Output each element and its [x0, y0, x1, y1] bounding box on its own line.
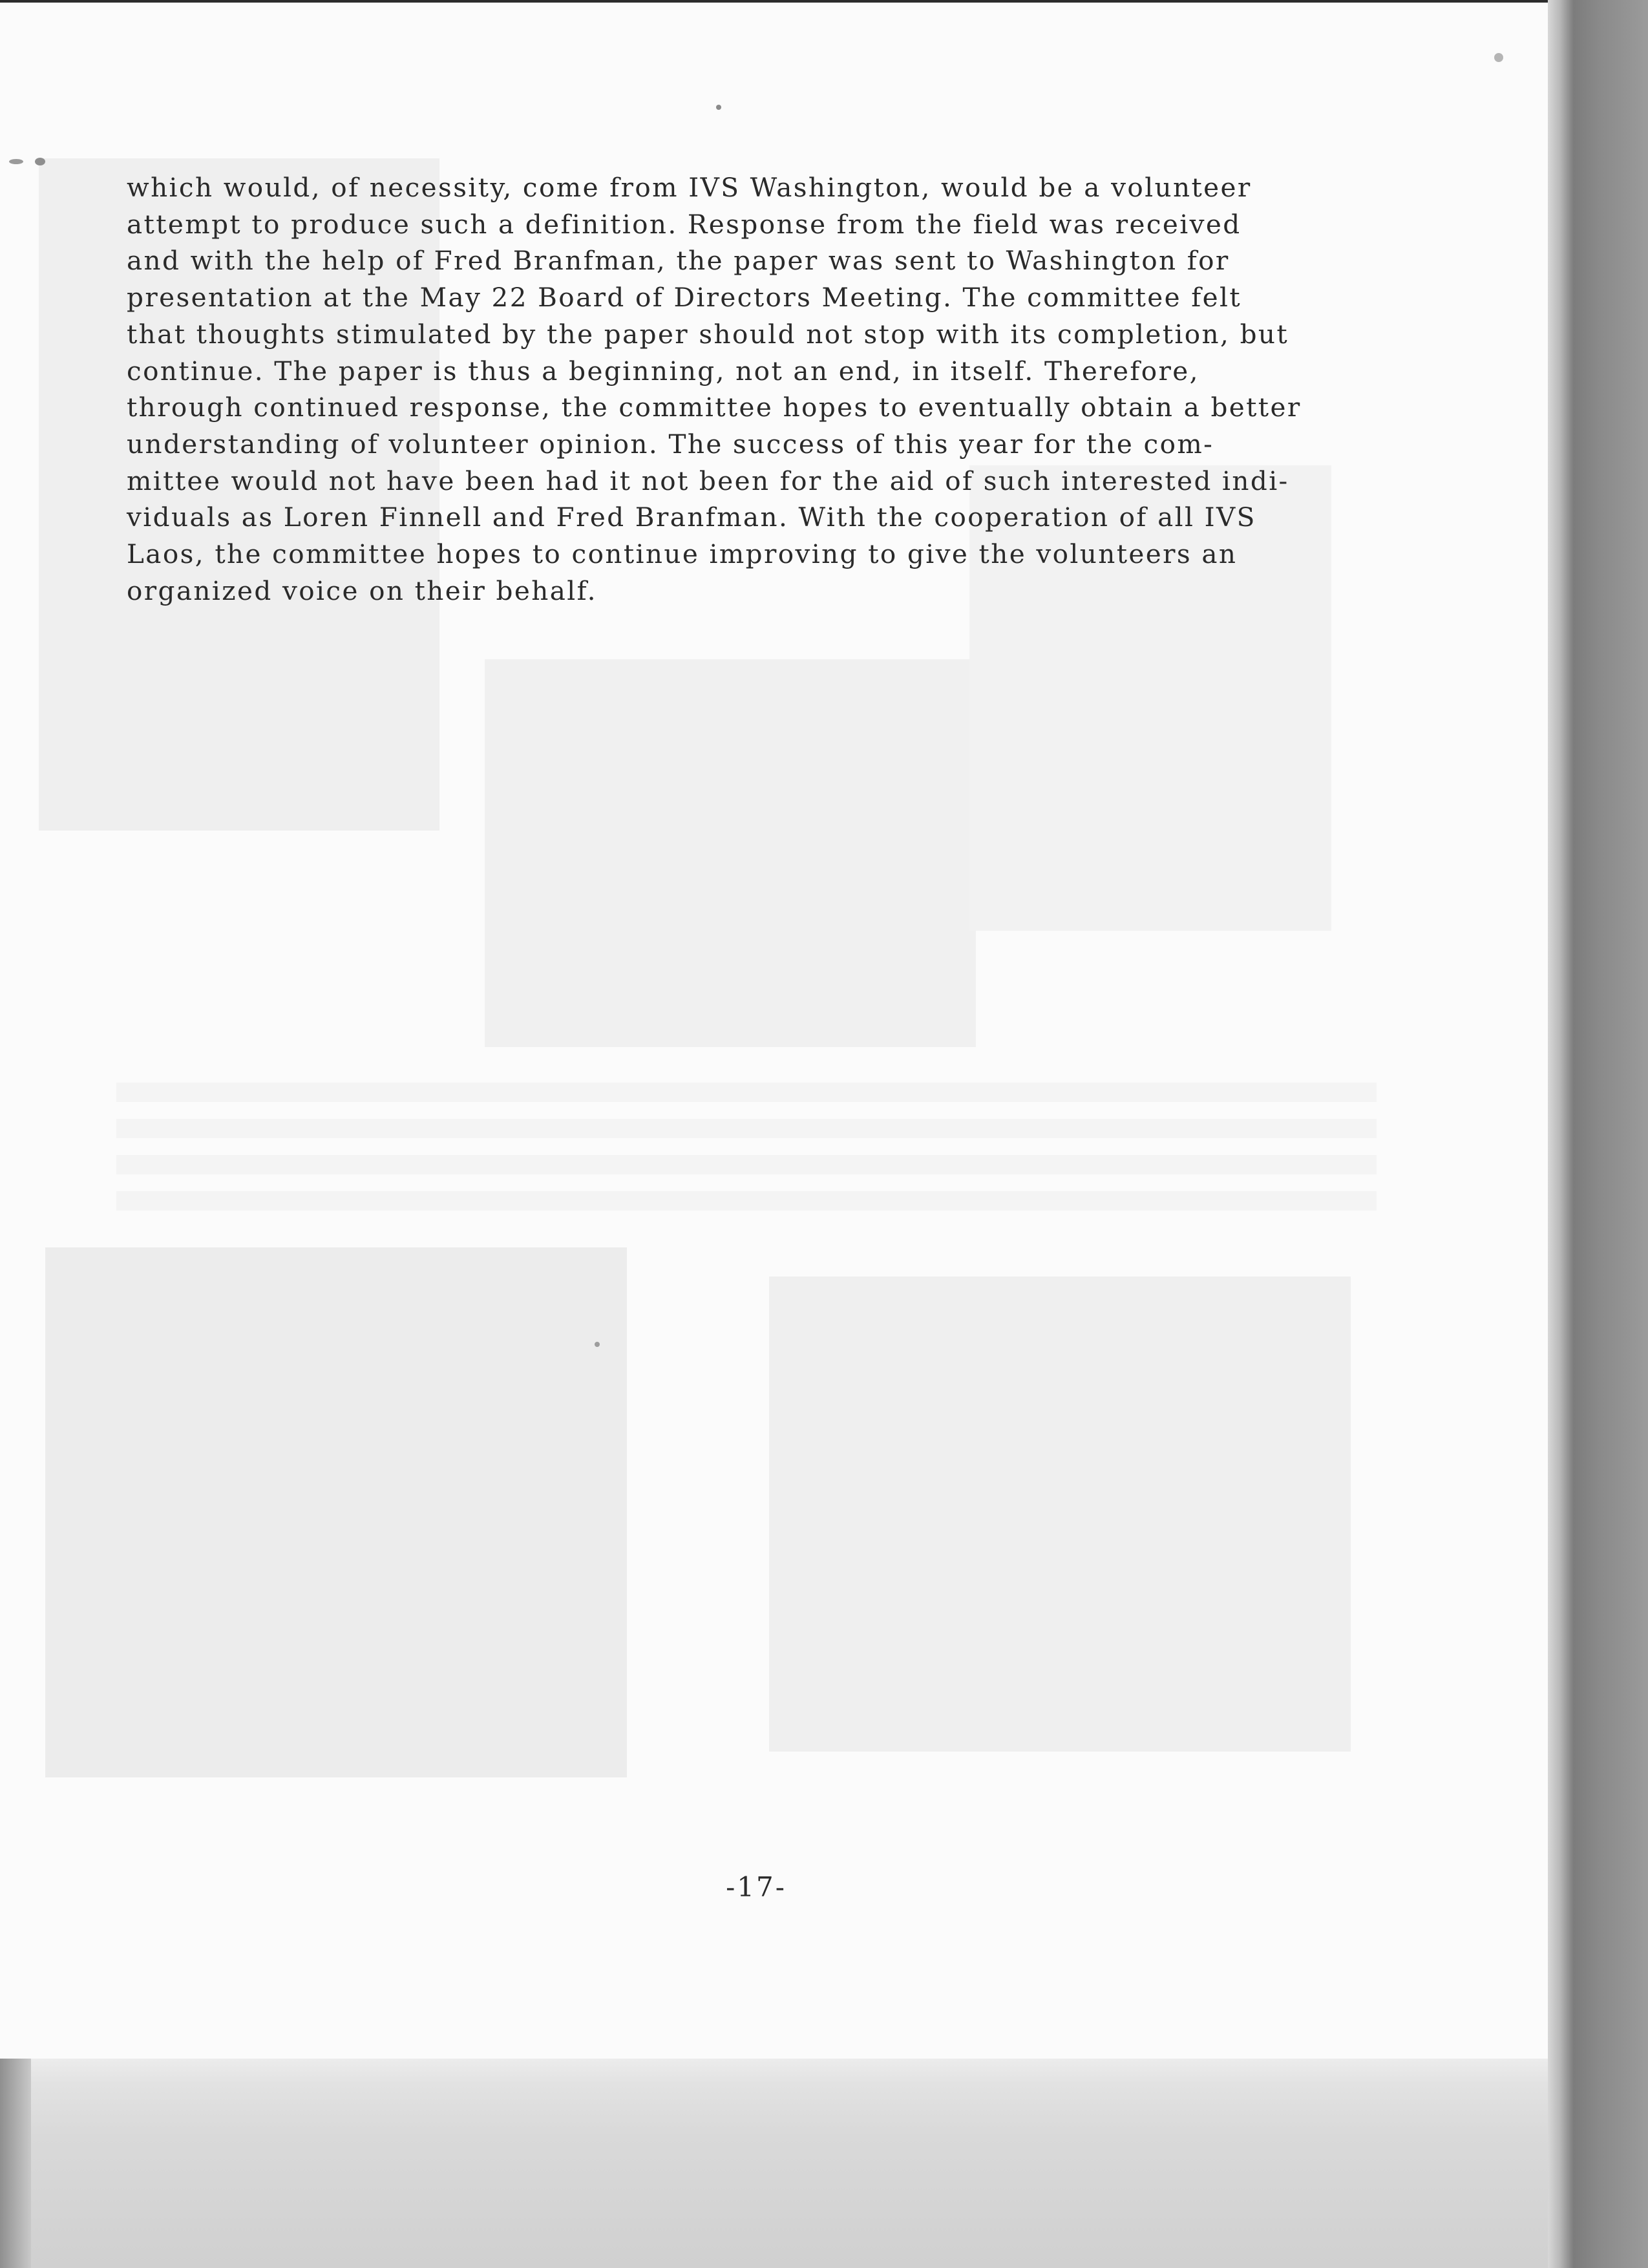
dust-speck — [35, 158, 45, 165]
page-number: -17- — [726, 1871, 787, 1903]
scanner-bed-bottom — [0, 2059, 1564, 2268]
show-through-photo — [769, 1277, 1351, 1752]
text-line: understanding of volunteer opinion. The success of this year for the com- — [127, 428, 1214, 460]
scanner-bed-corner — [0, 2059, 31, 2268]
text-line: that thoughts stimulated by the paper should not stop with its completion, but — [127, 318, 1289, 350]
body-paragraph — [127, 169, 1413, 609]
text-line: through continued response, the committee hopes to eventually obtain a better — [127, 392, 1302, 423]
text-line: attempt to produce such a definition. Response from the field was received — [127, 208, 1241, 240]
text-line: which would, of necessity, come from IVS Washington, would be a volunteer — [127, 172, 1252, 203]
dust-speck — [9, 159, 23, 164]
scanner-bed-right — [1548, 0, 1648, 2268]
text-line: Laos, the committee hopes to continue improving to give the volunteers an — [127, 538, 1238, 570]
text-line: viduals as Loren Finnell and Fred Branfman. With the cooperation of all IVS — [127, 502, 1256, 533]
text-line: continue. The paper is thus a beginning, not an end, in itself. Therefore, — [127, 355, 1199, 387]
dust-speck — [595, 1342, 600, 1347]
dust-speck — [716, 105, 721, 110]
text-line: mittee would not have been had it not been for the aid of such interested indi- — [127, 465, 1289, 496]
show-through-caption — [116, 1083, 1377, 1212]
text-line: organized voice on their behalf. — [127, 575, 597, 606]
top-border — [0, 0, 1564, 3]
show-through-photo — [485, 659, 976, 1047]
dust-speck — [1494, 53, 1503, 62]
text-line: presentation at the May 22 Board of Directors Meeting. The committee felt — [127, 282, 1242, 313]
text-line: and with the help of Fred Branfman, the paper was sent to Washington for — [127, 245, 1230, 277]
show-through-photo — [45, 1247, 627, 1777]
